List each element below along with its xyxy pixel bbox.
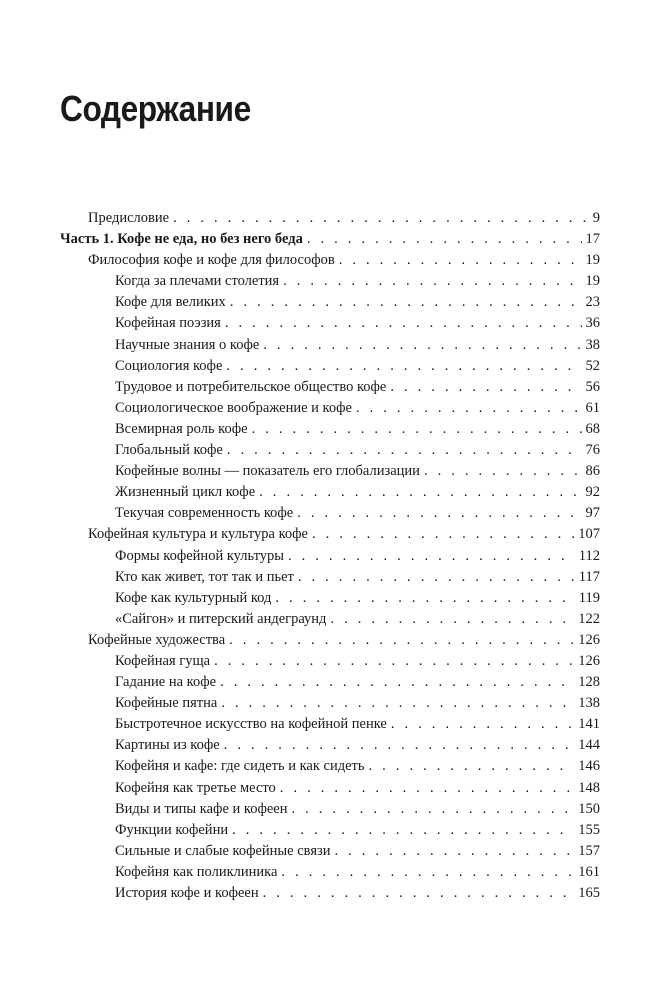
toc-page-number: 144 <box>578 737 600 754</box>
toc-dot-leader <box>298 567 575 588</box>
toc-subsection-entry <box>60 609 600 630</box>
toc-entry-title: Предисловие <box>88 210 170 226</box>
toc-page-number: 86 <box>585 463 600 480</box>
toc-page-number: 23 <box>585 294 600 311</box>
toc-entry-title: Кофе для великих <box>115 294 226 311</box>
toc-dot-leader <box>263 335 581 356</box>
toc-page-number: 128 <box>578 674 600 691</box>
toc-page-number: 92 <box>585 484 600 501</box>
toc-subsection-entry <box>60 292 600 313</box>
toc-page-number: 150 <box>578 800 600 817</box>
toc-page-number: 36 <box>585 315 600 332</box>
toc-dot-leader <box>281 862 574 883</box>
toc-subsection-entry <box>60 820 600 841</box>
toc-subsection-entry <box>60 672 600 693</box>
page-title: Содержание <box>60 88 251 129</box>
toc-entry-title: Кофе как культурный код <box>115 589 272 606</box>
toc-subsection-entry <box>60 440 600 461</box>
toc-page-number: 107 <box>578 526 600 543</box>
toc-page-number: 148 <box>578 779 600 796</box>
toc-subsection-entry <box>60 356 600 377</box>
toc-dot-leader <box>369 756 575 777</box>
toc-page-number: 19 <box>585 252 600 269</box>
toc-page-number: 17 <box>585 231 600 248</box>
toc-page-number: 165 <box>578 885 600 901</box>
toc-entry-title: Кофейные художества <box>88 631 226 648</box>
toc-subsection-entry <box>60 419 600 440</box>
toc-dot-leader <box>424 461 582 482</box>
toc-subsection-entry <box>60 503 600 524</box>
toc-entry-title: Сильные и слабые кофейные связи <box>115 842 331 859</box>
toc-entry-title: Социология кофе <box>115 357 223 374</box>
toc-entry-title: Трудовое и потребительское общество кофе <box>115 378 387 395</box>
toc-dot-leader <box>280 778 574 799</box>
toc-entry-title: Быстротечное искусство на кофейной пенке <box>115 716 387 733</box>
toc-subsection-entry <box>60 714 600 735</box>
toc-entry-title: История кофе и кофеен <box>115 885 259 901</box>
toc-dot-leader <box>356 398 582 419</box>
toc-entry-title: Картины из кофе <box>115 737 220 754</box>
toc-subsection-entry <box>60 693 600 714</box>
toc-subsection-entry <box>60 271 600 292</box>
toc-subsection-entry <box>60 335 600 356</box>
toc-dot-leader <box>334 841 574 862</box>
toc-page-number: 126 <box>578 631 600 648</box>
toc-page-number: 146 <box>578 758 600 775</box>
toc-dot-leader <box>227 440 582 461</box>
toc-page-number: 9 <box>592 210 600 226</box>
toc-entry-title: Кофейня как поликлиника <box>115 863 278 880</box>
toc-page-number: 61 <box>585 399 600 416</box>
toc-page-number: 52 <box>585 357 600 374</box>
toc-dot-leader <box>307 229 582 250</box>
toc-dot-leader <box>220 672 574 693</box>
toc-page-number: 76 <box>585 442 600 459</box>
toc-dot-leader <box>263 883 575 904</box>
toc-entry-title: Кофейня и кафе: где сидеть и как сидеть <box>115 758 365 775</box>
toc-page-number: 97 <box>585 505 600 522</box>
toc-subsection-entry <box>60 841 600 862</box>
toc-dot-leader <box>225 313 582 334</box>
toc-dot-leader <box>297 503 581 524</box>
toc-dot-leader <box>224 735 575 756</box>
toc-entry-title: Кофейные волны — показатель его глобализации <box>115 463 420 480</box>
toc-entry-title: Текучая современность кофе <box>115 505 294 522</box>
toc-subsection-entry <box>60 461 600 482</box>
toc-subsection-entry <box>60 799 600 820</box>
toc-section-entry <box>60 250 600 271</box>
toc-page-number: 161 <box>578 863 600 880</box>
toc-page-number: 68 <box>585 420 600 437</box>
toc-subsection-entry <box>60 482 600 503</box>
toc-dot-leader <box>232 820 574 841</box>
toc-subsection-entry <box>60 735 600 756</box>
toc-entry-title: Кофейная поэзия <box>115 315 221 332</box>
toc-section-entry <box>60 630 600 651</box>
toc-subsection-entry <box>60 398 600 419</box>
toc-page-number: 19 <box>585 273 600 290</box>
toc-subsection-entry <box>60 546 600 567</box>
toc-dot-leader <box>252 419 582 440</box>
toc-entry-title: «Сайгон» и питерский андеграунд <box>115 610 327 627</box>
toc-dot-leader <box>259 482 581 503</box>
toc-dot-leader <box>221 693 574 714</box>
toc-entry-title: Кофейная культура и культура кофе <box>88 526 308 543</box>
toc-page-number: 56 <box>585 378 600 395</box>
toc-dot-leader <box>291 799 574 820</box>
toc-entry-title: Когда за плечами столетия <box>115 273 280 290</box>
toc-dot-leader <box>230 292 582 313</box>
toc-dot-leader <box>214 651 574 672</box>
toc-page-number: 157 <box>578 842 600 859</box>
toc-dot-leader <box>288 546 575 567</box>
toc-subsection-entry <box>60 862 600 883</box>
toc-page-number: 141 <box>578 716 600 733</box>
toc-entry-title: Формы кофейной культуры <box>115 547 284 564</box>
toc-entry-title: Функции кофейни <box>115 821 229 838</box>
toc-dot-leader <box>390 377 581 398</box>
toc-subsection-entry <box>60 567 600 588</box>
toc-subsection-entry <box>60 377 600 398</box>
toc-entry-title: Часть 1. Кофе не еда, но без него беда <box>60 231 303 248</box>
toc-subsection-entry <box>60 651 600 672</box>
toc-subsection-entry <box>60 756 600 777</box>
toc-dot-leader <box>283 271 581 292</box>
toc-entry-title: Социологическое воображение и кофе <box>115 399 352 416</box>
toc-subsection-entry <box>60 313 600 334</box>
toc-entry-title: Научные знания о кофе <box>115 336 260 353</box>
toc-page-number: 117 <box>578 568 600 585</box>
toc-entry-title: Философия кофе и кофе для философов <box>88 252 335 269</box>
toc-page-number: 112 <box>578 547 600 564</box>
toc-dot-leader <box>226 356 581 377</box>
toc-dot-leader <box>339 250 582 271</box>
toc-entry-title: Глобальный кофе <box>115 442 223 459</box>
toc-dot-leader <box>173 208 589 229</box>
toc-section-entry <box>60 524 600 545</box>
toc-part-heading <box>60 229 600 250</box>
toc-dot-leader <box>229 630 574 651</box>
toc-entry-title: Гадание на кофе <box>115 674 217 691</box>
toc-subsection-entry <box>60 588 600 609</box>
toc-dot-leader <box>391 714 574 735</box>
toc-section-entry <box>60 208 600 229</box>
toc-page-number: 126 <box>578 652 600 669</box>
toc-page-number: 119 <box>578 589 600 606</box>
table-of-contents <box>60 208 600 904</box>
toc-entry-title: Виды и типы кафе и кофеен <box>115 800 288 817</box>
toc-entry-title: Кто как живет, тот так и пьет <box>115 568 294 585</box>
toc-entry-title: Всемирная роль кофе <box>115 420 248 437</box>
toc-page-number: 122 <box>578 610 600 627</box>
toc-page-number: 155 <box>578 821 600 838</box>
toc-dot-leader <box>312 524 574 545</box>
toc-entry-title: Жизненный цикл кофе <box>115 484 256 501</box>
toc-dot-leader <box>275 588 574 609</box>
toc-dot-leader <box>330 609 574 630</box>
toc-entry-title: Кофейня как третье место <box>115 779 276 796</box>
toc-subsection-entry <box>60 883 600 904</box>
toc-entry-title: Кофейные пятна <box>115 695 218 712</box>
toc-page-number: 138 <box>578 695 600 712</box>
toc-subsection-entry <box>60 778 600 799</box>
toc-entry-title: Кофейная гуща <box>115 652 211 669</box>
toc-page-number: 38 <box>585 336 600 353</box>
